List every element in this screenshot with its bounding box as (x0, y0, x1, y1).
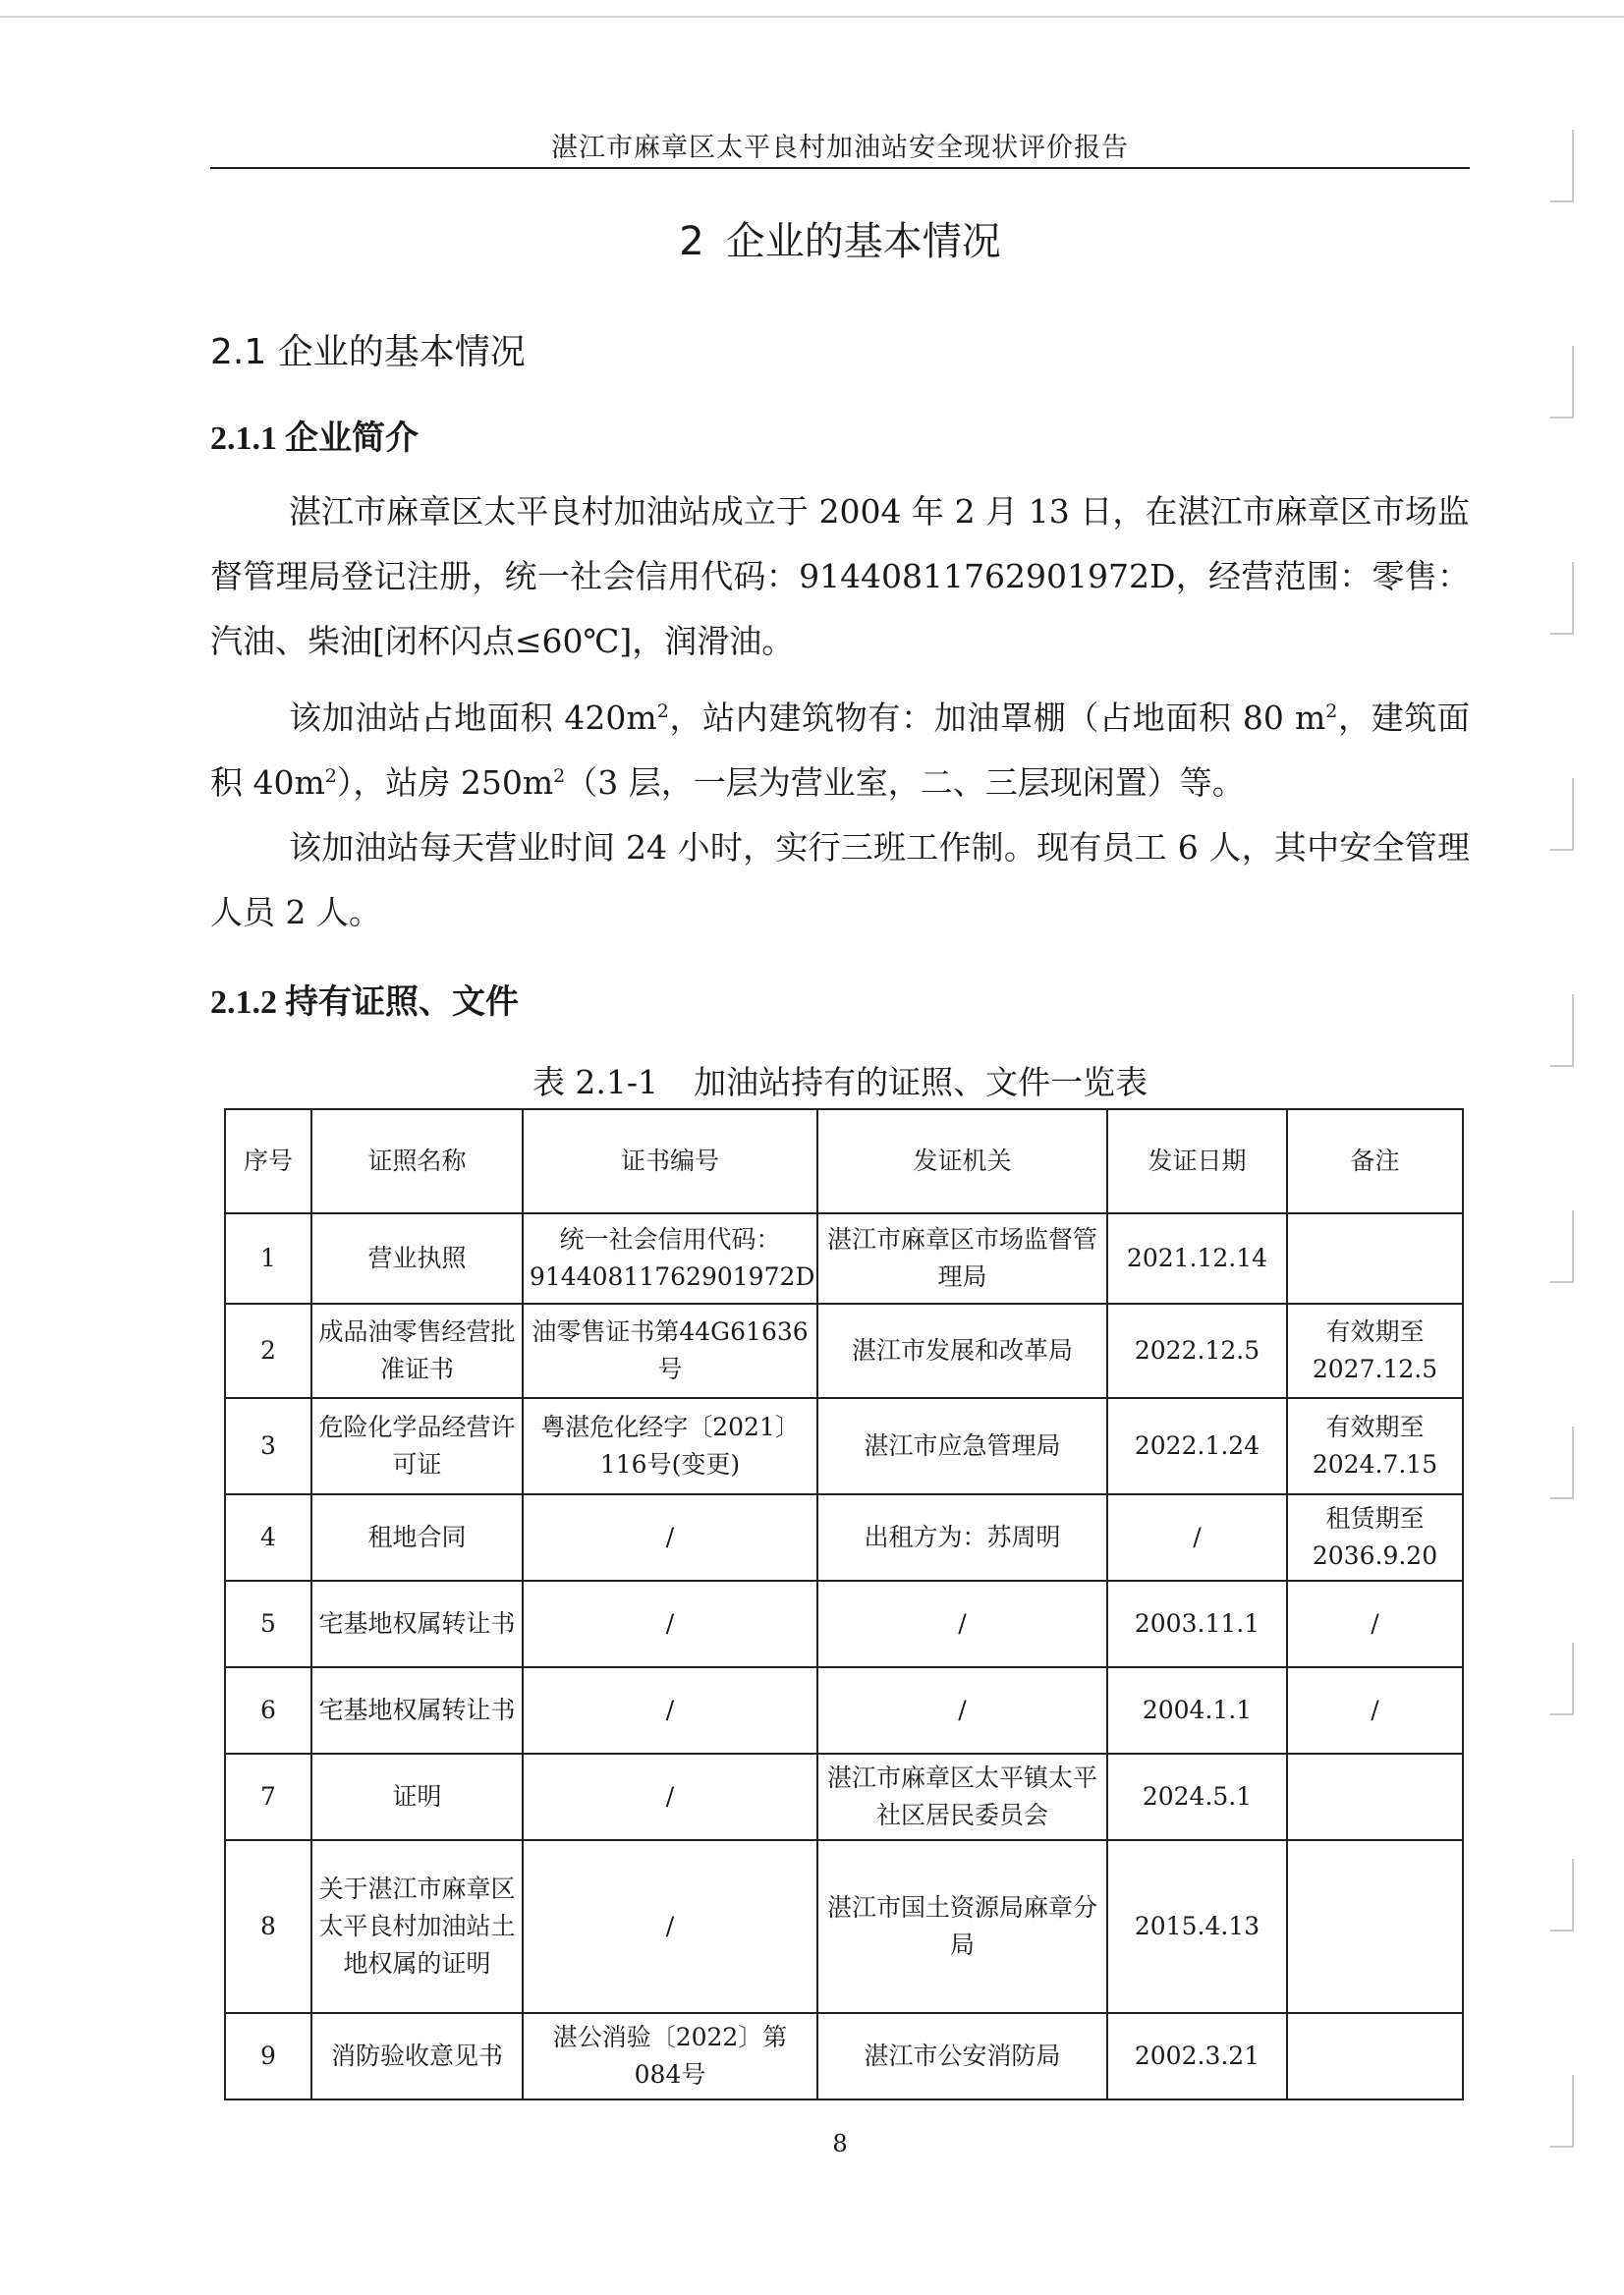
cell-authority: 湛江市发展和改革局 (817, 1304, 1107, 1398)
cell-name: 营业执照 (311, 1213, 523, 1304)
cell-authority: / (817, 1581, 1107, 1667)
cell-remarks (1287, 1840, 1463, 2013)
table-number: 表 2.1-1 (532, 1063, 659, 1101)
cell-authority: 湛江市国土资源局麻章分局 (817, 1840, 1107, 2013)
table-row (225, 1840, 1463, 2013)
binding-mark (1550, 130, 1574, 202)
cell-name: 消防验收意见书 (311, 2013, 523, 2099)
cell-name: 关于湛江市麻章区太平良村加油站土地权属的证明 (311, 1840, 523, 2013)
cell-authority: 湛江市应急管理局 (817, 1398, 1107, 1494)
cell-number: / (523, 1581, 817, 1667)
cell-date: 2015.4.13 (1107, 1840, 1287, 2013)
cell-number: / (523, 1667, 817, 1754)
intro-paragraph-3: 该加油站每天营业时间 24 小时，实行三班工作制。现有员工 6 人，其中安全管理人员 2 人。 (210, 828, 1470, 931)
binding-mark (1550, 1859, 1574, 1931)
binding-mark (1550, 2075, 1574, 2148)
table-title: 加油站持有的证照、文件一览表 (694, 1063, 1148, 1101)
subsection-title: 企业简介 (285, 419, 419, 458)
cell-number: 粤湛危化经字〔2021〕116号(变更) (523, 1398, 817, 1494)
cell-date: 2022.12.5 (1107, 1304, 1287, 1398)
table-row (225, 1754, 1463, 1840)
cell-name: 成品油零售经营批准证书 (311, 1304, 523, 1398)
binding-mark (1550, 1210, 1574, 1283)
cell-number: / (523, 1754, 817, 1840)
binding-mark (1550, 778, 1574, 851)
table-caption (210, 1057, 1470, 1103)
cell-number: / (523, 1840, 817, 2013)
cell-index: 6 (225, 1667, 311, 1754)
subsection-number: 2.1.2 (210, 984, 277, 1021)
chapter-number: 2 (679, 219, 704, 264)
col-header-name: 证照名称 (311, 1109, 523, 1213)
table-row (225, 1398, 1463, 1494)
table-row (225, 1667, 1463, 1754)
cell-remarks (1287, 2013, 1463, 2099)
table-row (225, 1213, 1463, 1304)
cell-index: 8 (225, 1840, 311, 2013)
cell-date: 2024.5.1 (1107, 1754, 1287, 1840)
cell-authority: / (817, 1667, 1107, 1754)
scan-top-edge (0, 16, 1624, 18)
subsection-heading-intro (210, 411, 419, 459)
table-row (225, 1304, 1463, 1398)
cell-number: 油零售证书第44G61636号 (523, 1304, 817, 1398)
intro-paragraph-2: 该加油站占地面积 $420m^2$，站内建筑物有：加油罩棚（占地面积 80 $m^2$，建筑面积 $40m^2$），站房 $250m^2(3$ 层，一层为营业室，二、三层现闲置）等。 (210, 699, 1471, 802)
cell-date: 2021.12.14 (1107, 1213, 1287, 1304)
header-rule (210, 167, 1470, 169)
binding-mark (1550, 994, 1574, 1067)
cell-name: 证明 (311, 1754, 523, 1840)
cell-index: 4 (225, 1494, 311, 1581)
cell-remarks: / (1287, 1581, 1463, 1667)
cell-date: 2002.3.21 (1107, 2013, 1287, 2099)
certificates-table (224, 1108, 1464, 2100)
cell-index: 3 (225, 1398, 311, 1494)
binding-mark (1550, 1643, 1574, 1715)
section-heading: 2.1 企业的基本情况 (210, 332, 526, 372)
col-header-index: 序号 (225, 1109, 311, 1213)
binding-mark (1550, 562, 1574, 635)
cell-index: 7 (225, 1754, 311, 1840)
cell-index: 9 (225, 2013, 311, 2099)
cell-number: 统一社会信用代码：91440811762901972D (523, 1213, 817, 1304)
cell-name: 宅基地权属转让书 (311, 1667, 523, 1754)
cell-remarks: / (1287, 1667, 1463, 1754)
col-header-date: 发证日期 (1107, 1109, 1287, 1213)
col-header-number: 证书编号 (523, 1109, 817, 1213)
subsection-number: 2.1.1 (210, 420, 277, 457)
cell-date: / (1107, 1494, 1287, 1581)
col-header-remarks: 备注 (1287, 1109, 1463, 1213)
table-row (225, 2013, 1463, 2099)
cell-date: 2004.1.1 (1107, 1667, 1287, 1754)
cell-remarks (1287, 1754, 1463, 1840)
cell-index: 2 (225, 1304, 311, 1398)
page-number: 8 (832, 2130, 848, 2157)
cell-authority: 出租方为：苏周明 (817, 1494, 1107, 1581)
running-header: 湛江市麻章区太平良村加油站安全现状评价报告 (551, 133, 1129, 163)
cell-date: 2022.1.24 (1107, 1398, 1287, 1494)
binding-mark (1550, 1427, 1574, 1499)
table-row (225, 1494, 1463, 1581)
col-header-authority: 发证机关 (817, 1109, 1107, 1213)
table-row (225, 1581, 1463, 1667)
cell-name: 危险化学品经营许可证 (311, 1398, 523, 1494)
cell-remarks: 有效期至2024.7.15 (1287, 1398, 1463, 1494)
cell-authority: 湛江市麻章区市场监督管理局 (817, 1213, 1107, 1304)
binding-mark (1550, 346, 1574, 419)
cell-number: 湛公消验〔2022〕第084号 (523, 2013, 817, 2099)
table-header-row (225, 1109, 1463, 1213)
cell-index: 5 (225, 1581, 311, 1667)
chapter-title-text: 企业的基本情况 (725, 219, 1001, 264)
cell-remarks (1287, 1213, 1463, 1304)
subsection-title: 持有证照、文件 (285, 982, 519, 1022)
cell-name: 租地合同 (311, 1494, 523, 1581)
subsection-heading-certificates (210, 975, 519, 1023)
cell-number: / (523, 1494, 817, 1581)
cell-name: 宅基地权属转让书 (311, 1581, 523, 1667)
cell-remarks: 租赁期至2036.9.20 (1287, 1494, 1463, 1581)
cell-remarks: 有效期至2027.12.5 (1287, 1304, 1463, 1398)
cell-authority: 湛江市公安消防局 (817, 2013, 1107, 2099)
intro-paragraph-1: 湛江市麻章区太平良村加油站成立于 2004 年 2 月 13 日，在湛江市麻章区市场监督管理局登记注册，统一社会信用代码：91440811762901972D，经营范围：零售：汽油、柴油[闭杯闪点≤60℃]，润滑油。 (210, 492, 1470, 660)
cell-index: 1 (225, 1213, 311, 1304)
chapter-title (210, 210, 1470, 266)
cell-authority: 湛江市麻章区太平镇太平社区居民委员会 (817, 1754, 1107, 1840)
cell-date: 2003.11.1 (1107, 1581, 1287, 1667)
